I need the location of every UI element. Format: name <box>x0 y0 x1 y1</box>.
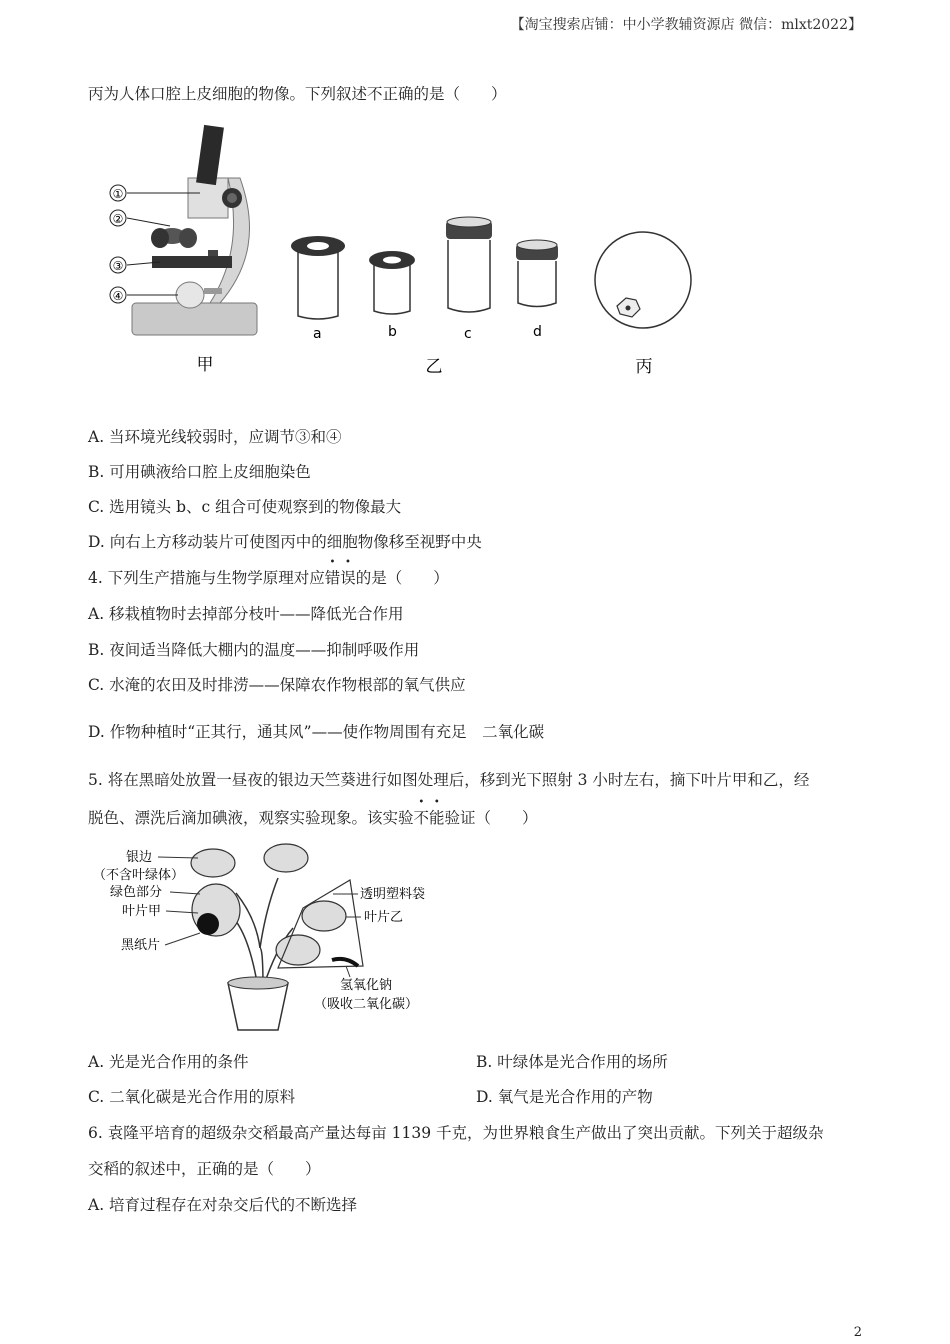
svg-text:叶片乙: 叶片乙 <box>364 910 404 925</box>
marker-2: ② <box>112 212 124 226</box>
svg-text:a: a <box>313 326 322 342</box>
lens-d <box>516 240 558 340</box>
q5-option-b: B. 叶绿体是光合作用的场所 <box>476 1053 668 1071</box>
q5-figure <box>88 838 448 1038</box>
q3-option-a: A. 当环境光线较弱时，应调节③和④ <box>88 428 342 446</box>
q5-option-c: C. 二氧化碳是光合作用的原料 <box>88 1088 296 1106</box>
q4-option-d: D. 作物种植时“正其行，通其风”——使作物周围有充足 二氧化碳 <box>88 723 545 741</box>
field-of-view <box>595 232 691 328</box>
q5-option-a: A. 光是光合作用的条件 <box>88 1053 249 1071</box>
q3-option-c: C. 选用镜头 b、c 组合可使观察到的物像最大 <box>88 498 402 516</box>
marker-1: ① <box>112 187 124 201</box>
label-bing: 丙 <box>635 357 653 377</box>
page-header: 【淘宝搜索店铺：中小学教辅资源店 微信：mlxt2022】 <box>510 17 862 33</box>
svg-text:绿色部分: 绿色部分 <box>110 885 163 900</box>
label-yi: 乙 <box>425 357 443 377</box>
q3-intro: 丙为人体口腔上皮细胞的物像。下列叙述不正确的是（ ） <box>88 85 507 103</box>
q6-stem-line2: 交稻的叙述中，正确的是（ ） <box>88 1160 321 1178</box>
marker-4: ④ <box>112 289 124 303</box>
q4-option-b: B. 夜间适当降低大棚内的温度——抑制呼吸作用 <box>88 641 420 659</box>
q3-option-d: D. 向右上方移动装片可使图丙中的细胞物像移至视野中央 <box>88 533 482 551</box>
q3-figure <box>100 118 710 383</box>
svg-text:银边: 银边 <box>126 850 153 865</box>
svg-text:b: b <box>388 324 397 340</box>
svg-text:氢氧化钠: 氢氧化钠 <box>340 978 393 993</box>
label-jia: 甲 <box>196 355 214 375</box>
lens-a <box>291 236 345 342</box>
q4-option-c: C. 水淹的农田及时排涝——保障农作物根部的氧气供应 <box>88 676 466 694</box>
q6-option-a: A. 培育过程存在对杂交后代的不断选择 <box>88 1196 358 1214</box>
q5-stem-line1: 5. 将在黑暗处放置一昼夜的银边天竺葵进行如图处理后，移到光下照射 3 小时左右，摘下叶片甲和乙，经 <box>88 771 810 789</box>
lens-b <box>369 251 415 340</box>
svg-text:叶片甲: 叶片甲 <box>122 904 162 919</box>
q4-stem: 4. 下列生产措施与生物学原理对应错误的是（ ） <box>88 569 449 587</box>
svg-text:（不含叶绿体）: （不含叶绿体） <box>93 868 185 883</box>
marker-3: ③ <box>112 259 124 273</box>
svg-text:透明塑料袋: 透明塑料袋 <box>360 887 426 902</box>
svg-text:（吸收二氧化碳）: （吸收二氧化碳） <box>314 997 419 1012</box>
q3-option-b: B. 可用碘液给口腔上皮细胞染色 <box>88 463 311 481</box>
svg-text:黑纸片: 黑纸片 <box>121 938 161 953</box>
svg-text:c: c <box>464 326 472 342</box>
q5-stem-line2: 脱色、漂洗后滴加碘液，观察实验现象。该实验不能验证（ ） <box>88 809 538 827</box>
q4-option-a: A. 移栽植物时去掉部分枝叶——降低光合作用 <box>88 605 404 623</box>
page-number: 2 <box>853 1325 862 1340</box>
lens-c <box>446 217 492 342</box>
q6-stem-line1: 6. 袁隆平培育的超级杂交稻最高产量达每亩 1139 千克，为世界粮食生产做出了突出贡献。下列关于超级杂 <box>88 1124 824 1142</box>
svg-text:d: d <box>533 324 542 340</box>
microscope-illustration <box>132 125 257 335</box>
q5-option-d: D. 氧气是光合作用的产物 <box>476 1088 653 1106</box>
